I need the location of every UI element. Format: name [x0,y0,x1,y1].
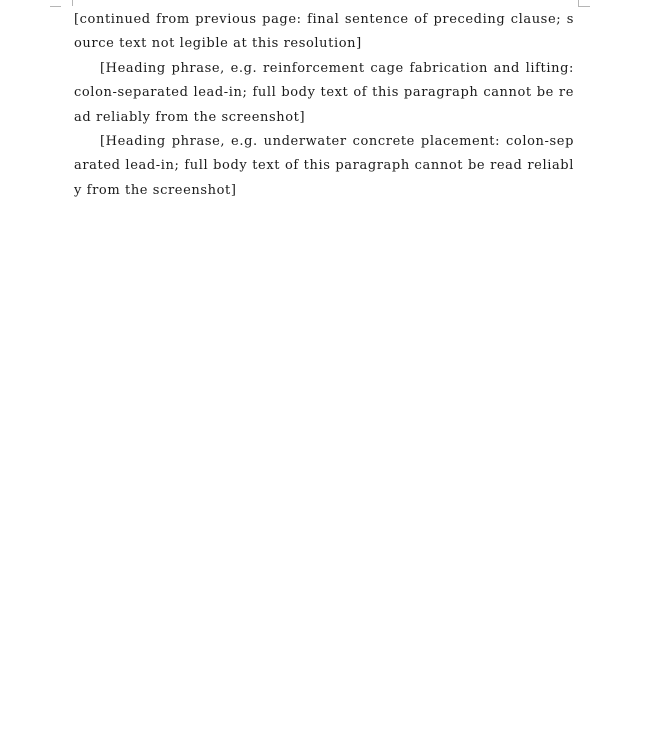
document-body [74,8,574,203]
page-corner-mark-right-horizontal [578,6,590,7]
paragraph-underwater-concrete: [Heading phrase, e.g. underwater concrete placement: colon-separated lead-in; full body text of this paragraph cannot be read reliably from the screenshot] [74,134,574,198]
paragraph-reinforcement-cage: [Heading phrase, e.g. reinforcement cage fabrication and lifting: colon-separated lead-in; full body text of this paragraph cannot be read reliably from the screenshot] [74,60,574,125]
page-corner-mark-left [60,0,73,6]
page-corner-mark-left-horizontal [50,6,61,7]
paragraph-continuation: [continued from previous page: final sentence of preceding clause; source text not legible at this resolution] [74,12,574,52]
